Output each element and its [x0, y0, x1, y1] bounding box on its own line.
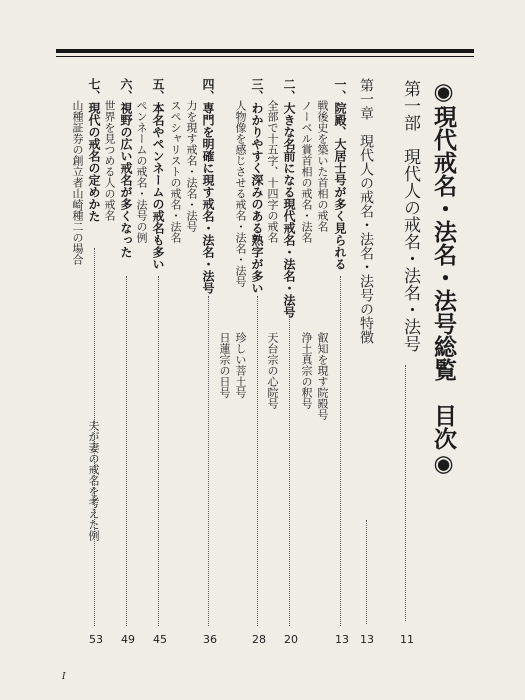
- side-note-4: 珍しい菩土号: [234, 332, 247, 398]
- section-1-leader: [340, 276, 341, 626]
- side-note-3: 天台宗の心院号: [266, 332, 279, 409]
- side-note-2: 浄土真宗の釈号: [300, 332, 313, 409]
- section-6-page: 49: [121, 633, 135, 646]
- part-heading: 第一部 現代人の戒名・法名・法号: [400, 80, 420, 352]
- section-2-page: 20: [284, 633, 298, 646]
- side-note-1: 叡知を現す院殿号: [316, 332, 329, 420]
- section-4-leader: [208, 296, 209, 626]
- chapter-heading: 第一章 現代人の戒名・法名・法号の特徴: [358, 78, 374, 344]
- section-5-page: 45: [153, 633, 167, 646]
- section-3-leader: [257, 296, 258, 626]
- top-rule-thin: [56, 56, 474, 57]
- section-6-sub-1: 世界を見つめる人の戒名: [103, 100, 116, 221]
- section-1-page: 13: [335, 633, 349, 646]
- section-4-title: 四、専門を明確に現す戒名・法名・法号: [201, 78, 215, 294]
- section-1-sub-1: 戦後史を築いた首相の戒名: [316, 100, 329, 232]
- section-1-sub-2: ノーベル賞首相の戒名・法名: [300, 100, 313, 243]
- section-7-page: 53: [89, 633, 103, 646]
- side-note-5: 日蓮宗の日号: [218, 332, 231, 398]
- section-6-leader: [126, 276, 127, 626]
- part-page-number: 11: [400, 633, 414, 646]
- section-1-title: 一、院殿、大居士号が多く見られる: [333, 78, 347, 270]
- section-2-sub-1: 全部で十五字、十四字の戒名: [266, 100, 279, 243]
- section-3-page: 28: [252, 633, 266, 646]
- part-leader: [405, 365, 406, 621]
- page-title: ◉現代戒名・法名・法号総覧 目次◉: [430, 78, 457, 477]
- section-2-title: 二、大きな名前になる現代戒名・法名・法号: [282, 78, 296, 318]
- section-6-title: 六、視野の広い戒名が多くなった: [119, 78, 133, 258]
- chapter-page-number: 13: [360, 633, 374, 646]
- section-2-leader: [289, 300, 290, 626]
- section-7-sub-1: 山種証券の創立者山崎種二の場合: [71, 100, 84, 265]
- section-5-sub-1: ペンネームの戒名・法号の例: [135, 100, 148, 243]
- folio: I: [62, 672, 66, 682]
- section-4-sub-2: スペシャリストの戒名・法名: [169, 100, 182, 243]
- top-rule: [56, 49, 474, 53]
- side-note-6: 夫が妻の戒名を考えた例: [87, 420, 100, 541]
- section-5-title: 五、本名やペンネームの戒名も多い: [151, 78, 165, 270]
- section-3-sub-1: 人物像を感じさせる戒名・法名・法号: [234, 100, 247, 287]
- section-4-page: 36: [203, 633, 217, 646]
- section-7-title: 七、現代の戒名の定めかた: [87, 78, 101, 222]
- section-5-leader: [158, 276, 159, 626]
- chapter-leader: [366, 520, 367, 624]
- section-3-title: 三、わかりやすく深みのある熟字が多い: [250, 78, 264, 294]
- section-4-sub-1: 力を現す戒名・法名・法号: [185, 100, 198, 232]
